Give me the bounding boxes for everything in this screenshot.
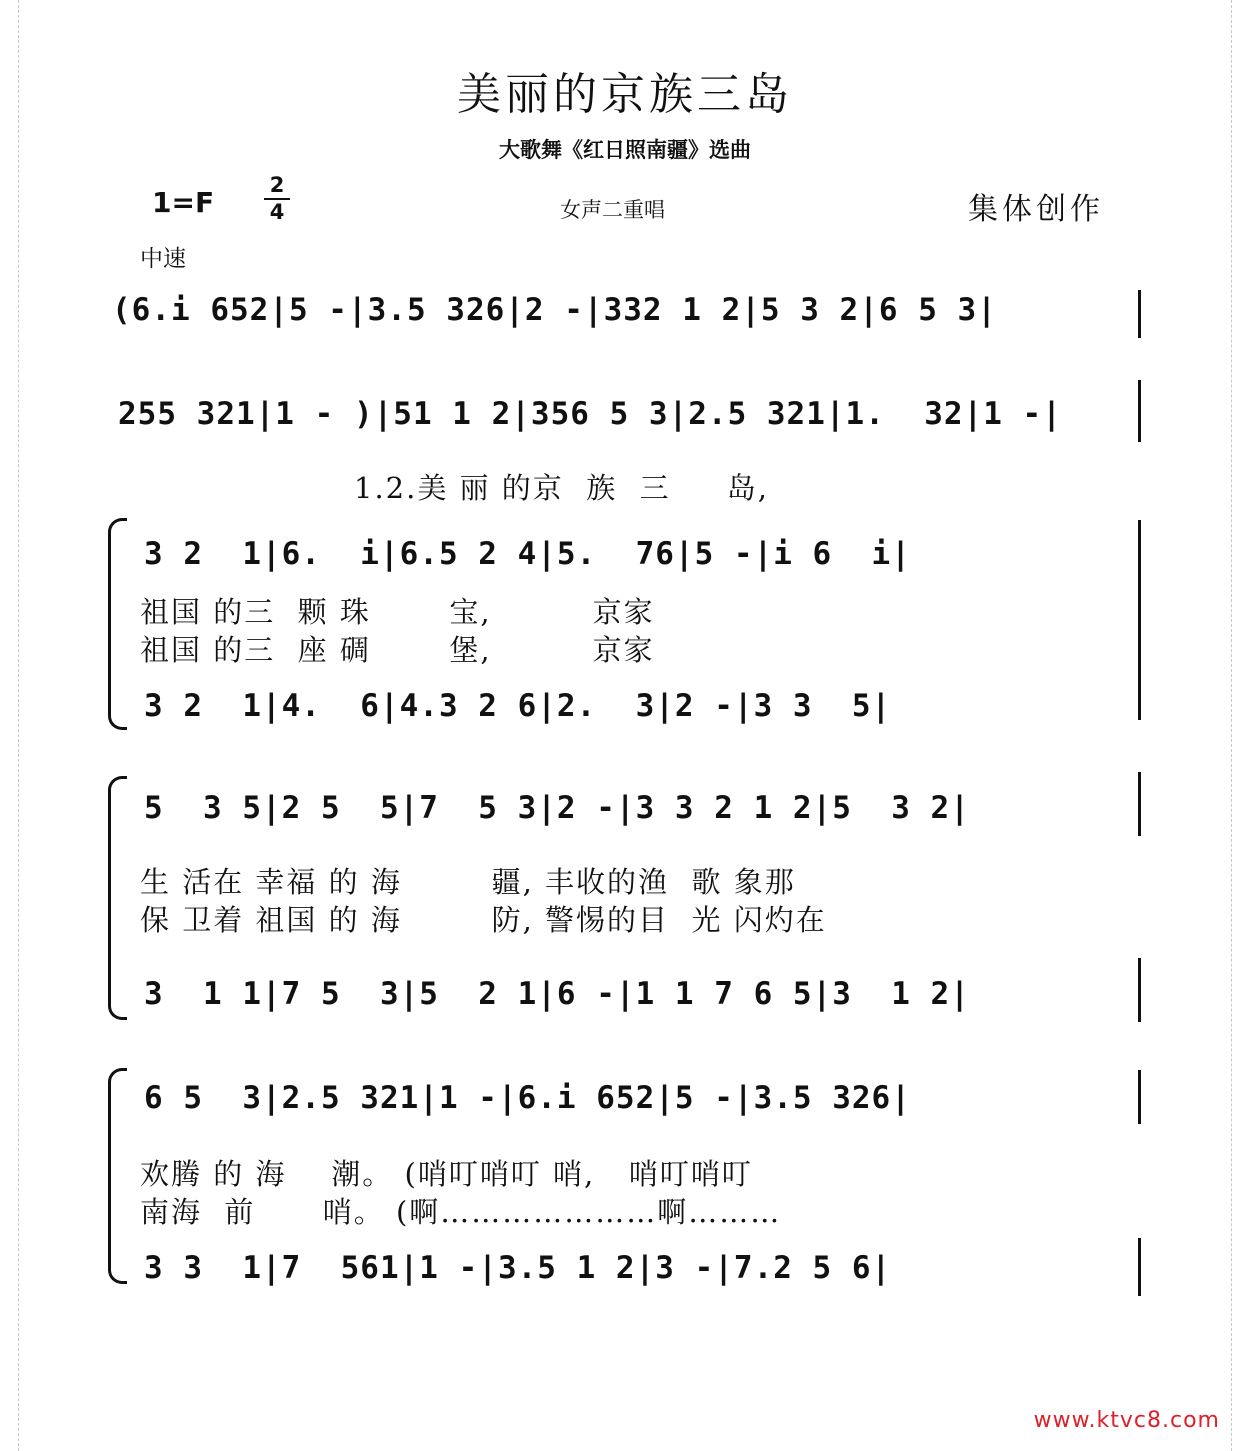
staff-row-2-notes: 255 321|1 - )|51 1 2|356 5 3|2.5 321|1. 32|1 -|	[118, 396, 1062, 432]
system-4-lyric-verse-2: 保 卫着 祖国 的 海 防, 警惕的目 光 闪灼在	[140, 903, 827, 937]
system-3-lower-voice: 3 2 1|4. 6|4.3 2 6|2. 3|2 -|3 3 5|	[144, 688, 892, 724]
system-3-brace	[108, 518, 127, 730]
system-5-lower-voice: 3 3 1|7 561|1 -|3.5 1 2|3 -|7.2 5 6|	[144, 1250, 892, 1286]
system-4-end-barline-upper	[1138, 772, 1141, 836]
tempo-marking: 中速	[140, 246, 186, 272]
row-2-end-barline	[1138, 380, 1141, 442]
time-signature	[262, 174, 292, 224]
song-subtitle: 大歌舞《红日照南疆》选曲	[499, 138, 751, 162]
system-5-brace	[108, 1068, 127, 1284]
system-5-upper-voice: 6 5 3|2.5 321|1 -|6.i 652|5 -|3.5 326|	[144, 1080, 911, 1116]
system-5-lyric-verse-2: 南海 前 哨。 (啊…………………啊………	[140, 1195, 782, 1229]
row-1-end-barline	[1138, 290, 1141, 338]
right-margin-strip	[1231, 0, 1250, 1451]
voicing-label: 女声二重唱	[560, 198, 665, 222]
time-signature-top: 2	[269, 173, 285, 197]
left-margin-strip	[0, 0, 19, 1451]
row-2-lyric: 1.2.美 丽 的京 族 三 岛,	[354, 471, 769, 505]
system-3-end-barline	[1138, 520, 1141, 720]
system-4-upper-voice: 5 3 5|2 5 5|7 5 3|2 -|3 3 2 1 2|5 3 2|	[144, 790, 970, 826]
site-watermark: www.ktvc8.com	[1033, 1408, 1220, 1433]
system-4-lower-voice: 3 1 1|7 5 3|5 2 1|6 -|1 1 7 6 5|3 1 2|	[144, 976, 970, 1012]
key-signature: 1=F	[152, 186, 215, 219]
system-3-lyric-verse-1: 祖国 的三 颗 珠 宝, 京家	[140, 595, 655, 629]
system-4-end-barline-lower	[1138, 958, 1141, 1022]
song-title: 美丽的京族三岛	[457, 69, 793, 120]
system-3-upper-voice: 3 2 1|6. i|6.5 2 4|5. 76|5 -|i 6 i|	[144, 536, 911, 572]
system-5-lyric-verse-1: 欢腾 的 海 潮。 (哨叮哨叮 哨, 哨叮哨叮	[140, 1157, 753, 1191]
system-4-brace	[108, 776, 127, 1020]
system-5-end-barline-upper	[1138, 1070, 1141, 1124]
time-signature-bottom: 4	[269, 200, 285, 224]
staff-row-1-notes: (6.i 652|5 -|3.5 326|2 -|332 1 2|5 3 2|6 5 3|	[112, 292, 997, 328]
system-4-lyric-verse-1: 生 活在 幸福 的 海 疆, 丰收的渔 歌 象那	[140, 865, 796, 899]
system-5-end-barline-lower	[1138, 1238, 1141, 1296]
composer-credit: 集体创作	[968, 192, 1104, 227]
system-3-lyric-verse-2: 祖国 的三 座 碉 堡, 京家	[140, 633, 655, 667]
